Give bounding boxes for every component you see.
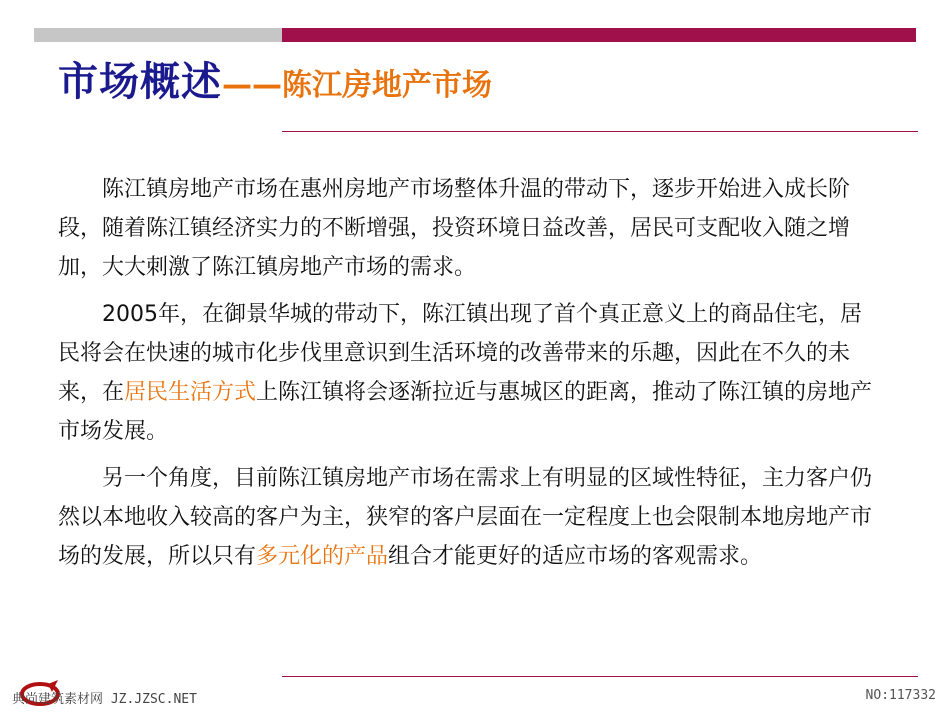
paragraph-1 — [58, 170, 878, 287]
paragraph-3 — [58, 459, 878, 576]
title-underline — [282, 131, 918, 132]
body-text — [58, 170, 878, 576]
header-bar-red — [282, 28, 916, 42]
paragraph-1-text: 陈江镇房地产市场在惠州房地产市场整体升温的带动下，逐步开始进入成长阶段，随着陈江镇经济实力的不断增强，投资环境日益改善，居民可支配收入随之增加，大大刺激了陈江镇房地产市场的需求。 — [58, 177, 851, 280]
paragraph-3-text-a: 另一个角度，目前陈江镇房地产市场在需求上有明显的区域性特征，主力客户仍然以本地收入较高的客户为主，狭窄的客户层面在一定程度上也会限制本地房地产市场的发展，所以只有 — [58, 466, 873, 569]
paragraph-2-text-b: 上陈江镇将会逐渐拉近与惠城区的距离，推动了陈江镇的房地产市场发展。 — [58, 380, 873, 444]
title-main: 市场概述 — [58, 59, 222, 105]
watermark-text: 典尚建筑素材网 JZ.JZSC.NET — [12, 692, 197, 707]
paragraph-2 — [58, 295, 878, 451]
highlight-lifestyle: 居民生活方式 — [124, 380, 257, 405]
paragraph-3-text-b: 组合才能更好的适应市场的客观需求。 — [388, 544, 763, 569]
footer-line — [282, 676, 918, 677]
slide-title — [58, 50, 492, 107]
title-sub: ——陈江房地产市场 — [222, 68, 492, 103]
header-bar-gray — [34, 28, 282, 42]
paragraph-2-text-a: 2005年，在御景华城的带动下，陈江镇出现了首个真正意义上的商品住宅，居民将会在快速的城市化步伐里意识到生活环境的改善带来的乐趣，因此在不久的未来，在 — [58, 302, 862, 405]
highlight-products: 多元化的产品 — [256, 544, 389, 569]
image-code: NO:117332 — [865, 688, 936, 703]
